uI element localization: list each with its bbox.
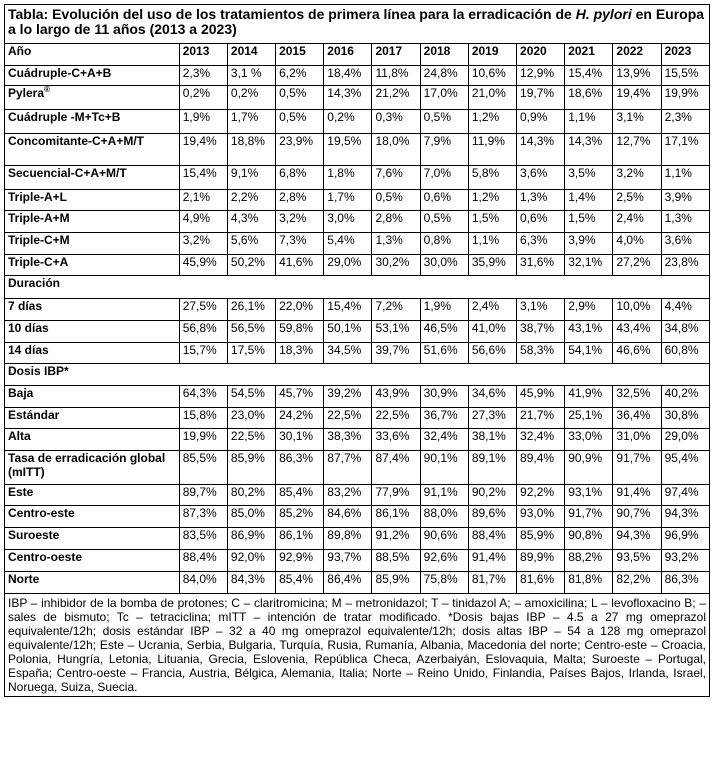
- value-cell: 6,8%: [276, 166, 324, 190]
- year-header: 2014: [227, 44, 275, 66]
- value-cell: 3,6%: [517, 166, 565, 190]
- value-cell: 18,0%: [372, 134, 420, 166]
- value-cell: 53,1%: [372, 321, 420, 343]
- value-cell: 3,1 %: [227, 66, 275, 86]
- value-cell: 87,4%: [372, 451, 420, 485]
- duration-section-row: [5, 276, 710, 299]
- value-cell: 85,9%: [517, 528, 565, 550]
- value-cell: 14,3%: [324, 86, 372, 110]
- value-cell: 27,3%: [468, 408, 516, 429]
- value-cell: 7,3%: [276, 233, 324, 255]
- value-cell: 1,3%: [517, 190, 565, 211]
- value-cell: 11,8%: [372, 66, 420, 86]
- value-cell: 91,1%: [420, 485, 468, 506]
- value-cell: 94,3%: [661, 506, 709, 528]
- value-cell: 2,8%: [276, 190, 324, 211]
- value-cell: 3,6%: [661, 233, 709, 255]
- value-cell: 3,2%: [613, 166, 661, 190]
- value-cell: 88,5%: [372, 550, 420, 572]
- value-cell: 81,8%: [565, 572, 613, 594]
- value-cell: 88,0%: [420, 506, 468, 528]
- value-cell: 23,8%: [661, 255, 709, 276]
- value-cell: 15,7%: [179, 343, 227, 364]
- eradication-row: [5, 451, 710, 485]
- value-cell: 22,5%: [324, 408, 372, 429]
- value-cell: 21,2%: [372, 86, 420, 110]
- region-row: [5, 485, 710, 506]
- value-cell: 30,8%: [661, 408, 709, 429]
- value-cell: 17,1%: [661, 134, 709, 166]
- value-cell: 0,6%: [517, 211, 565, 233]
- treatment-row: [5, 233, 710, 255]
- value-cell: 3,1%: [517, 299, 565, 321]
- treatment-row: [5, 190, 710, 211]
- row-label: Suroeste: [5, 528, 180, 550]
- value-cell: 4,4%: [661, 299, 709, 321]
- value-cell: 90,9%: [565, 451, 613, 485]
- value-cell: 39,7%: [372, 343, 420, 364]
- value-cell: 50,1%: [324, 321, 372, 343]
- region-row: [5, 550, 710, 572]
- year-header: 2020: [517, 44, 565, 66]
- value-cell: 90,6%: [420, 528, 468, 550]
- value-cell: 39,2%: [324, 386, 372, 408]
- value-cell: 1,5%: [565, 211, 613, 233]
- value-cell: 6,2%: [276, 66, 324, 86]
- value-cell: 32,5%: [613, 386, 661, 408]
- value-cell: 54,1%: [565, 343, 613, 364]
- value-cell: 81,7%: [468, 572, 516, 594]
- row-label: Secuencial-C+A+M/T: [5, 166, 180, 190]
- value-cell: 7,9%: [420, 134, 468, 166]
- value-cell: 93,2%: [661, 550, 709, 572]
- value-cell: 32,4%: [420, 429, 468, 451]
- value-cell: 18,8%: [227, 134, 275, 166]
- value-cell: 92,0%: [227, 550, 275, 572]
- value-cell: 91,7%: [565, 506, 613, 528]
- region-row: [5, 572, 710, 594]
- value-cell: 4,9%: [179, 211, 227, 233]
- header-label: Año: [5, 44, 180, 66]
- value-cell: 1,2%: [468, 190, 516, 211]
- value-cell: 36,7%: [420, 408, 468, 429]
- value-cell: 88,2%: [565, 550, 613, 572]
- value-cell: 80,2%: [227, 485, 275, 506]
- value-cell: 22,0%: [276, 299, 324, 321]
- value-cell: 89,9%: [517, 550, 565, 572]
- value-cell: 30,0%: [420, 255, 468, 276]
- value-cell: 51,6%: [420, 343, 468, 364]
- ibp-row: [5, 408, 710, 429]
- value-cell: 0,5%: [372, 190, 420, 211]
- value-cell: 1,7%: [227, 110, 275, 134]
- value-cell: 0,5%: [420, 211, 468, 233]
- row-label: Triple-A+M: [5, 211, 180, 233]
- row-label: Triple-C+M: [5, 233, 180, 255]
- value-cell: 0,2%: [227, 86, 275, 110]
- value-cell: 89,8%: [324, 528, 372, 550]
- value-cell: 1,1%: [468, 233, 516, 255]
- row-label: Pylera®: [5, 86, 180, 110]
- value-cell: 32,4%: [517, 429, 565, 451]
- value-cell: 82,2%: [613, 572, 661, 594]
- value-cell: 34,8%: [661, 321, 709, 343]
- value-cell: 27,5%: [179, 299, 227, 321]
- treatment-row: [5, 166, 710, 190]
- value-cell: 84,6%: [324, 506, 372, 528]
- value-cell: 1,8%: [324, 166, 372, 190]
- value-cell: 83,5%: [179, 528, 227, 550]
- value-cell: 1,9%: [179, 110, 227, 134]
- row-label: Concomitante-C+A+M/T: [5, 134, 180, 166]
- value-cell: 38,7%: [517, 321, 565, 343]
- value-cell: 3,2%: [276, 211, 324, 233]
- value-cell: 4,3%: [227, 211, 275, 233]
- value-cell: 85,9%: [372, 572, 420, 594]
- row-label: Tasa de erradicación global (mITT): [5, 451, 180, 485]
- value-cell: 19,9%: [179, 429, 227, 451]
- value-cell: 85,4%: [276, 485, 324, 506]
- value-cell: 92,6%: [420, 550, 468, 572]
- value-cell: 9,1%: [227, 166, 275, 190]
- value-cell: 27,2%: [613, 255, 661, 276]
- value-cell: 0,3%: [372, 110, 420, 134]
- value-cell: 41,0%: [468, 321, 516, 343]
- row-label: Estándar: [5, 408, 180, 429]
- value-cell: 86,4%: [324, 572, 372, 594]
- value-cell: 43,1%: [565, 321, 613, 343]
- value-cell: 23,0%: [227, 408, 275, 429]
- value-cell: 31,0%: [613, 429, 661, 451]
- row-label: Este: [5, 485, 180, 506]
- year-header: 2013: [179, 44, 227, 66]
- value-cell: 7,2%: [372, 299, 420, 321]
- row-label: 10 días: [5, 321, 180, 343]
- value-cell: 1,1%: [661, 166, 709, 190]
- value-cell: 95,4%: [661, 451, 709, 485]
- value-cell: 12,9%: [517, 66, 565, 86]
- value-cell: 45,7%: [276, 386, 324, 408]
- treatment-row: [5, 110, 710, 134]
- value-cell: 19,9%: [661, 86, 709, 110]
- value-cell: 17,5%: [227, 343, 275, 364]
- row-label: Cuádruple -M+Tc+B: [5, 110, 180, 134]
- value-cell: 0,9%: [517, 110, 565, 134]
- value-cell: 88,4%: [468, 528, 516, 550]
- ibp-section-row: [5, 364, 710, 386]
- value-cell: 2,3%: [661, 110, 709, 134]
- value-cell: 15,4%: [565, 66, 613, 86]
- section-heading: Dosis IBP*: [5, 364, 710, 386]
- footnote: IBP – inhibidor de la bomba de protones; C – claritromicina; M – metronidazol; T – tinidazol A; – amoxicilina; L – levofloxacino B; – sales de bismuto; Tc – tetraciclina; mITT – intención de tratar modificado. *Dosis bajas IBP – 4.5 a 27 mg omeprazol equivalente/12h; dosis estándar IBP – 32 a 40 mg omeprazol equivalente/12h; dosis altas IBP – 54 a 128 mg omeprazol equivalente/12h; Este – Ucrania, Serbia, Bulgaria, Turquía, Rusia, Rumanía, Albania, Macedonia del norte; Centro-este – Croacia, Polonia, Hungría, Letonia, Lituania, Grecia, Eslovenia, República Checa, Azerbaiyán, Eslovaquia, Malta; Suroeste – Portugal, España; Centro-oeste – Francia, Austria, Bélgica, Alemania, Italia; Norte – Reino Unido, Finlandia, Países Bajos, Irlanda, Israel, Noruega, Suiza, Suecia.: [5, 594, 710, 697]
- value-cell: 5,4%: [324, 233, 372, 255]
- value-cell: 50,2%: [227, 255, 275, 276]
- row-label: 7 días: [5, 299, 180, 321]
- value-cell: 18,4%: [324, 66, 372, 86]
- value-cell: 40,2%: [661, 386, 709, 408]
- value-cell: 3,9%: [661, 190, 709, 211]
- value-cell: 83,2%: [324, 485, 372, 506]
- value-cell: 26,1%: [227, 299, 275, 321]
- value-cell: 89,4%: [517, 451, 565, 485]
- value-cell: 6,3%: [517, 233, 565, 255]
- value-cell: 89,7%: [179, 485, 227, 506]
- value-cell: 77,9%: [372, 485, 420, 506]
- value-cell: 32,1%: [565, 255, 613, 276]
- value-cell: 34,5%: [324, 343, 372, 364]
- row-label: Triple-C+A: [5, 255, 180, 276]
- value-cell: 2,8%: [372, 211, 420, 233]
- value-cell: 75,8%: [420, 572, 468, 594]
- value-cell: 7,6%: [372, 166, 420, 190]
- value-cell: 45,9%: [517, 386, 565, 408]
- value-cell: 56,8%: [179, 321, 227, 343]
- value-cell: 38,1%: [468, 429, 516, 451]
- value-cell: 0,2%: [324, 110, 372, 134]
- value-cell: 3,5%: [565, 166, 613, 190]
- value-cell: 45,9%: [179, 255, 227, 276]
- row-label: Centro-oeste: [5, 550, 180, 572]
- value-cell: 89,6%: [468, 506, 516, 528]
- value-cell: 41,9%: [565, 386, 613, 408]
- year-header: 2017: [372, 44, 420, 66]
- value-cell: 33,6%: [372, 429, 420, 451]
- year-header: 2016: [324, 44, 372, 66]
- value-cell: 64,3%: [179, 386, 227, 408]
- value-cell: 1,2%: [468, 110, 516, 134]
- treatment-row: [5, 255, 710, 276]
- value-cell: 17,0%: [420, 86, 468, 110]
- value-cell: 30,2%: [372, 255, 420, 276]
- value-cell: 93,1%: [565, 485, 613, 506]
- footnote-row: [5, 594, 710, 697]
- value-cell: 30,1%: [276, 429, 324, 451]
- row-label: Cuádruple-C+A+B: [5, 66, 180, 86]
- value-cell: 85,5%: [179, 451, 227, 485]
- value-cell: 2,4%: [468, 299, 516, 321]
- value-cell: 1,9%: [420, 299, 468, 321]
- year-header: 2015: [276, 44, 324, 66]
- title-row: [5, 5, 710, 44]
- value-cell: 93,7%: [324, 550, 372, 572]
- value-cell: 18,6%: [565, 86, 613, 110]
- value-cell: 24,2%: [276, 408, 324, 429]
- value-cell: 93,0%: [517, 506, 565, 528]
- value-cell: 87,3%: [179, 506, 227, 528]
- value-cell: 15,4%: [324, 299, 372, 321]
- value-cell: 1,5%: [468, 211, 516, 233]
- year-header: 2023: [661, 44, 709, 66]
- value-cell: 3,0%: [324, 211, 372, 233]
- value-cell: 84,3%: [227, 572, 275, 594]
- value-cell: 85,0%: [227, 506, 275, 528]
- value-cell: 87,7%: [324, 451, 372, 485]
- value-cell: 22,5%: [227, 429, 275, 451]
- section-heading: Duración: [5, 276, 710, 299]
- table-title: Tabla: Evolución del uso de los tratamientos de primera línea para la erradicación de H. pylori en Europa a lo largo de 11 años (2013 a 2023): [5, 5, 710, 44]
- value-cell: 30,9%: [420, 386, 468, 408]
- value-cell: 14,3%: [565, 134, 613, 166]
- treatment-table: [4, 4, 710, 697]
- value-cell: 91,4%: [613, 485, 661, 506]
- year-header: 2022: [613, 44, 661, 66]
- treatment-row: [5, 86, 710, 110]
- value-cell: 23,9%: [276, 134, 324, 166]
- value-cell: 60,8%: [661, 343, 709, 364]
- value-cell: 38,3%: [324, 429, 372, 451]
- value-cell: 29,0%: [324, 255, 372, 276]
- value-cell: 19,4%: [613, 86, 661, 110]
- value-cell: 24,8%: [420, 66, 468, 86]
- year-header: 2018: [420, 44, 468, 66]
- value-cell: 19,5%: [324, 134, 372, 166]
- value-cell: 21,7%: [517, 408, 565, 429]
- value-cell: 5,6%: [227, 233, 275, 255]
- value-cell: 85,4%: [276, 572, 324, 594]
- value-cell: 19,7%: [517, 86, 565, 110]
- value-cell: 15,5%: [661, 66, 709, 86]
- value-cell: 21,0%: [468, 86, 516, 110]
- duration-row: [5, 343, 710, 364]
- value-cell: 1,7%: [324, 190, 372, 211]
- value-cell: 34,6%: [468, 386, 516, 408]
- value-cell: 41,6%: [276, 255, 324, 276]
- value-cell: 1,1%: [565, 110, 613, 134]
- value-cell: 56,6%: [468, 343, 516, 364]
- value-cell: 22,5%: [372, 408, 420, 429]
- value-cell: 46,6%: [613, 343, 661, 364]
- value-cell: 25,1%: [565, 408, 613, 429]
- year-header: 2019: [468, 44, 516, 66]
- row-label: Norte: [5, 572, 180, 594]
- value-cell: 86,3%: [276, 451, 324, 485]
- value-cell: 10,6%: [468, 66, 516, 86]
- value-cell: 29,0%: [661, 429, 709, 451]
- region-row: [5, 528, 710, 550]
- value-cell: 31,6%: [517, 255, 565, 276]
- value-cell: 91,2%: [372, 528, 420, 550]
- value-cell: 43,9%: [372, 386, 420, 408]
- value-cell: 11,9%: [468, 134, 516, 166]
- value-cell: 4,0%: [613, 233, 661, 255]
- value-cell: 5,8%: [468, 166, 516, 190]
- value-cell: 85,2%: [276, 506, 324, 528]
- value-cell: 86,1%: [372, 506, 420, 528]
- value-cell: 2,1%: [179, 190, 227, 211]
- value-cell: 86,1%: [276, 528, 324, 550]
- ibp-row: [5, 386, 710, 408]
- value-cell: 90,1%: [420, 451, 468, 485]
- value-cell: 2,2%: [227, 190, 275, 211]
- value-cell: 46,5%: [420, 321, 468, 343]
- value-cell: 81,6%: [517, 572, 565, 594]
- value-cell: 58,3%: [517, 343, 565, 364]
- treatment-row: [5, 134, 710, 166]
- value-cell: 19,4%: [179, 134, 227, 166]
- value-cell: 15,8%: [179, 408, 227, 429]
- value-cell: 36,4%: [613, 408, 661, 429]
- value-cell: 3,1%: [613, 110, 661, 134]
- value-cell: 10,0%: [613, 299, 661, 321]
- value-cell: 0,2%: [179, 86, 227, 110]
- value-cell: 97,4%: [661, 485, 709, 506]
- value-cell: 91,7%: [613, 451, 661, 485]
- value-cell: 86,3%: [661, 572, 709, 594]
- value-cell: 88,4%: [179, 550, 227, 572]
- value-cell: 2,9%: [565, 299, 613, 321]
- value-cell: 1,4%: [565, 190, 613, 211]
- value-cell: 12,7%: [613, 134, 661, 166]
- treatment-row: [5, 66, 710, 86]
- value-cell: 2,3%: [179, 66, 227, 86]
- value-cell: 2,5%: [613, 190, 661, 211]
- value-cell: 90,7%: [613, 506, 661, 528]
- value-cell: 0,5%: [276, 110, 324, 134]
- value-cell: 0,8%: [420, 233, 468, 255]
- value-cell: 54,5%: [227, 386, 275, 408]
- value-cell: 33,0%: [565, 429, 613, 451]
- value-cell: 89,1%: [468, 451, 516, 485]
- value-cell: 0,5%: [276, 86, 324, 110]
- value-cell: 90,2%: [468, 485, 516, 506]
- value-cell: 0,5%: [420, 110, 468, 134]
- value-cell: 92,2%: [517, 485, 565, 506]
- value-cell: 35,9%: [468, 255, 516, 276]
- row-label: 14 días: [5, 343, 180, 364]
- value-cell: 13,9%: [613, 66, 661, 86]
- value-cell: 94,3%: [613, 528, 661, 550]
- duration-row: [5, 321, 710, 343]
- value-cell: 59,8%: [276, 321, 324, 343]
- value-cell: 0,6%: [420, 190, 468, 211]
- ibp-row: [5, 429, 710, 451]
- value-cell: 7,0%: [420, 166, 468, 190]
- value-cell: 1,3%: [372, 233, 420, 255]
- value-cell: 3,9%: [565, 233, 613, 255]
- year-header: 2021: [565, 44, 613, 66]
- value-cell: 85,9%: [227, 451, 275, 485]
- row-label: Baja: [5, 386, 180, 408]
- value-cell: 91,4%: [468, 550, 516, 572]
- value-cell: 43,4%: [613, 321, 661, 343]
- value-cell: 92,9%: [276, 550, 324, 572]
- value-cell: 90,8%: [565, 528, 613, 550]
- header-row: [5, 44, 710, 66]
- value-cell: 3,2%: [179, 233, 227, 255]
- row-label: Triple-A+L: [5, 190, 180, 211]
- treatment-row: [5, 211, 710, 233]
- row-label: Alta: [5, 429, 180, 451]
- value-cell: 2,4%: [613, 211, 661, 233]
- value-cell: 15,4%: [179, 166, 227, 190]
- value-cell: 84,0%: [179, 572, 227, 594]
- value-cell: 56,5%: [227, 321, 275, 343]
- value-cell: 18,3%: [276, 343, 324, 364]
- row-label: Centro-este: [5, 506, 180, 528]
- value-cell: 1,3%: [661, 211, 709, 233]
- value-cell: 96,9%: [661, 528, 709, 550]
- duration-row: [5, 299, 710, 321]
- region-row: [5, 506, 710, 528]
- value-cell: 93,5%: [613, 550, 661, 572]
- value-cell: 86,9%: [227, 528, 275, 550]
- value-cell: 14,3%: [517, 134, 565, 166]
